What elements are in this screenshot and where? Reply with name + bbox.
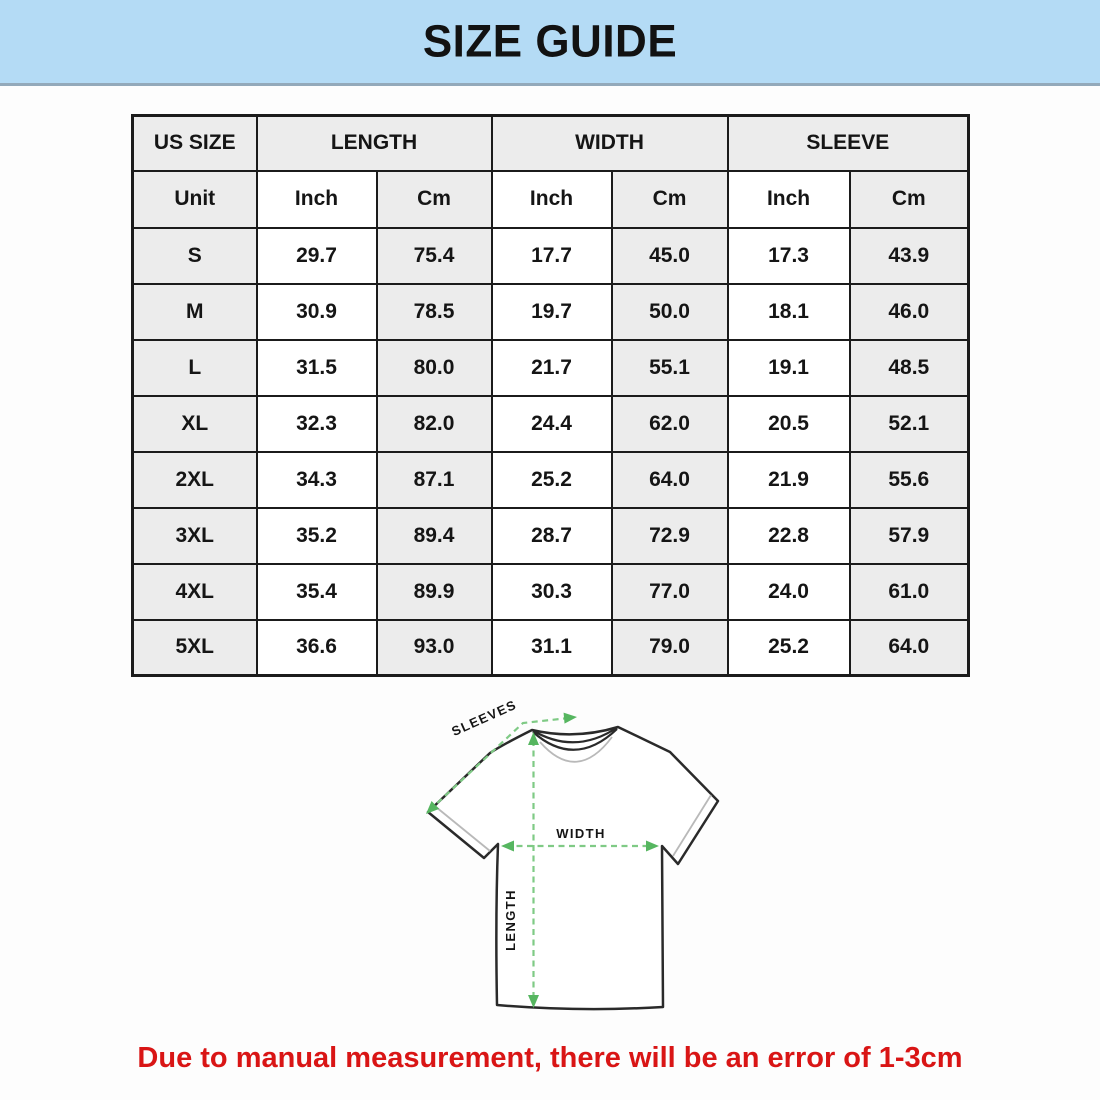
value-cell: 75.4 — [377, 228, 492, 284]
value-cell: 87.1 — [377, 452, 492, 508]
table-row — [133, 228, 969, 284]
value-cell: 61.0 — [850, 564, 969, 620]
value-cell: 48.5 — [850, 340, 969, 396]
value-cell: 89.4 — [377, 508, 492, 564]
value-cell: 55.6 — [850, 452, 969, 508]
width-label: WIDTH — [556, 826, 606, 841]
value-cell: 36.6 — [257, 620, 377, 676]
table-row — [133, 171, 969, 228]
table-row — [133, 340, 969, 396]
size-cell: M — [133, 284, 257, 340]
value-cell: 24.0 — [728, 564, 850, 620]
unit-label: Unit — [133, 171, 257, 228]
table-row — [133, 284, 969, 340]
value-cell: 17.7 — [492, 228, 612, 284]
table-row — [133, 396, 969, 452]
value-cell: 25.2 — [728, 620, 850, 676]
value-cell: 50.0 — [612, 284, 728, 340]
value-cell: 30.3 — [492, 564, 612, 620]
value-cell: 64.0 — [612, 452, 728, 508]
value-cell: 62.0 — [612, 396, 728, 452]
value-cell: 89.9 — [377, 564, 492, 620]
size-cell: XL — [133, 396, 257, 452]
size-cell: 5XL — [133, 620, 257, 676]
table-header-row — [133, 116, 969, 171]
value-cell: 31.5 — [257, 340, 377, 396]
unit-cell: Inch — [492, 171, 612, 228]
col-header-length: LENGTH — [257, 116, 492, 171]
sleeve-arrow-end-icon — [564, 712, 578, 724]
table-row — [133, 508, 969, 564]
value-cell: 30.9 — [257, 284, 377, 340]
value-cell: 43.9 — [850, 228, 969, 284]
value-cell: 21.9 — [728, 452, 850, 508]
value-cell: 64.0 — [850, 620, 969, 676]
size-cell: 2XL — [133, 452, 257, 508]
size-cell: 4XL — [133, 564, 257, 620]
value-cell: 19.1 — [728, 340, 850, 396]
value-cell: 18.1 — [728, 284, 850, 340]
value-cell: 45.0 — [612, 228, 728, 284]
unit-cell: Cm — [612, 171, 728, 228]
size-cell: S — [133, 228, 257, 284]
value-cell: 52.1 — [850, 396, 969, 452]
value-cell: 93.0 — [377, 620, 492, 676]
value-cell: 32.3 — [257, 396, 377, 452]
value-cell: 31.1 — [492, 620, 612, 676]
sleeves-label: SLEEVES — [449, 696, 520, 739]
value-cell: 28.7 — [492, 508, 612, 564]
value-cell: 21.7 — [492, 340, 612, 396]
value-cell: 25.2 — [492, 452, 612, 508]
value-cell: 79.0 — [612, 620, 728, 676]
measurement-note: Due to manual measurement, there will be an error of 1-3cm — [137, 1042, 963, 1074]
title-bar — [0, 0, 1100, 86]
value-cell: 80.0 — [377, 340, 492, 396]
value-cell: 57.9 — [850, 508, 969, 564]
value-cell: 17.3 — [728, 228, 850, 284]
unit-cell: Cm — [850, 171, 969, 228]
value-cell: 19.7 — [492, 284, 612, 340]
value-cell: 34.3 — [257, 452, 377, 508]
page-title: SIZE GUIDE — [422, 15, 678, 67]
value-cell: 35.4 — [257, 564, 377, 620]
unit-cell: Inch — [257, 171, 377, 228]
size-table-body — [133, 171, 969, 676]
value-cell: 20.5 — [728, 396, 850, 452]
size-cell: 3XL — [133, 508, 257, 564]
value-cell: 82.0 — [377, 396, 492, 452]
col-header-us-size: US SIZE — [133, 116, 257, 171]
tshirt-outline — [428, 727, 718, 1009]
unit-cell: Inch — [728, 171, 850, 228]
table-row — [133, 564, 969, 620]
table-row — [133, 620, 969, 676]
value-cell: 46.0 — [850, 284, 969, 340]
value-cell: 55.1 — [612, 340, 728, 396]
unit-cell: Cm — [377, 171, 492, 228]
tshirt-diagram — [398, 688, 802, 1038]
table-row — [133, 452, 969, 508]
value-cell: 35.2 — [257, 508, 377, 564]
value-cell: 22.8 — [728, 508, 850, 564]
size-table — [131, 114, 970, 677]
value-cell: 29.7 — [257, 228, 377, 284]
value-cell: 72.9 — [612, 508, 728, 564]
value-cell: 78.5 — [377, 284, 492, 340]
col-header-width: WIDTH — [492, 116, 728, 171]
value-cell: 24.4 — [492, 396, 612, 452]
length-label: LENGTH — [503, 889, 518, 951]
value-cell: 77.0 — [612, 564, 728, 620]
col-header-sleeve: SLEEVE — [728, 116, 969, 171]
size-cell: L — [133, 340, 257, 396]
